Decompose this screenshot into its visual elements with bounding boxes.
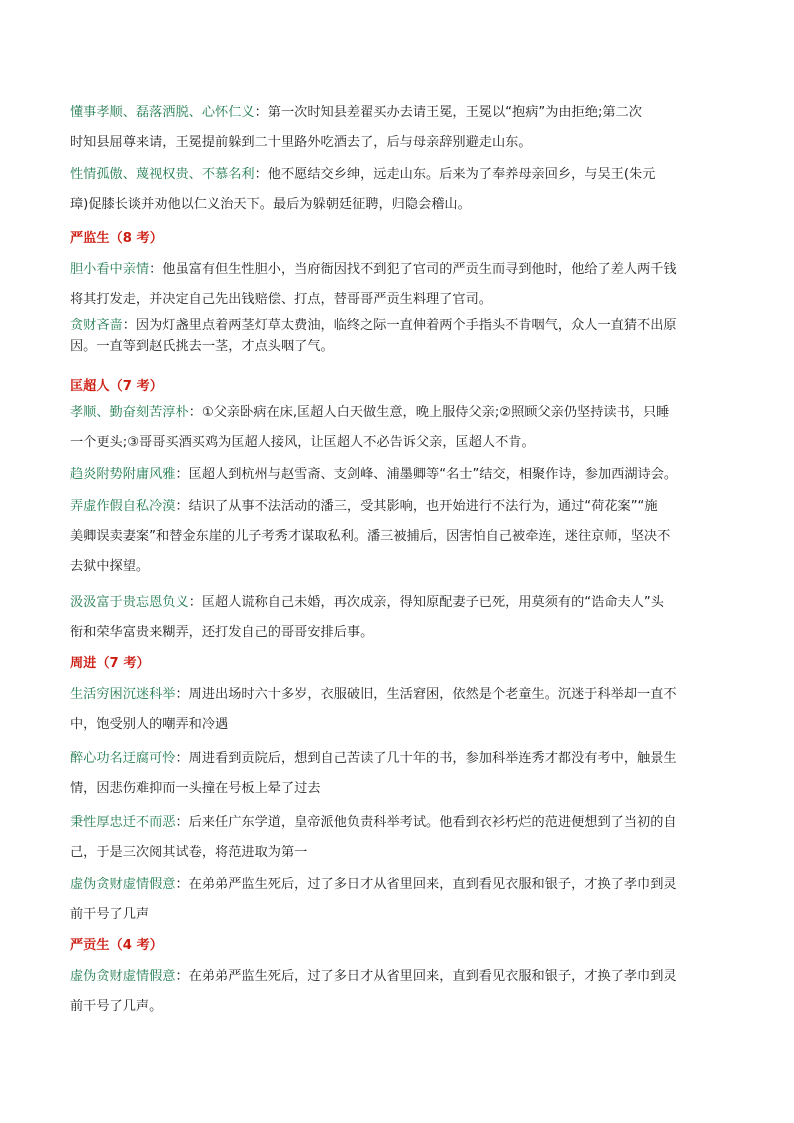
trait-term: 醉心功名迂腐可怜 <box>70 751 176 766</box>
paragraph-line <box>70 434 535 452</box>
paragraph-line <box>70 716 228 734</box>
section-heading: 严监生（8 考） <box>70 231 163 246</box>
paragraph-text: ：因为灯盏里点着两茎灯草太费油，临终之际一直伸着两个手指头不肯咽气，众人一直猜不出原 <box>122 318 677 333</box>
paragraph-text: 将其打发走，并决定自己先出钱赔偿、打点，替哥哥严贡生料理了官司。 <box>70 292 492 307</box>
paragraph-line <box>70 338 334 356</box>
paragraph-text: 去狱中探望。 <box>70 559 150 574</box>
paragraph-text: 己，于是三次阅其试卷，将范进取为第一 <box>70 845 308 860</box>
paragraph-line <box>70 686 677 704</box>
paragraph-line <box>70 594 664 612</box>
paragraph-text: ：后来任广东学道，皇帝派他负责科举考试。他看到衣衫朽烂的范进便想到了当初的自 <box>175 815 677 830</box>
paragraph-text: ：周进出场时六十多岁，衣服破旧，生活窘困，依然是个老童生。沉迷于科举却一直不 <box>175 687 677 702</box>
paragraph-text: 美卿误卖妻案”和替金东崖的儿子考秀才谋取私利。潘三被捕后，因害怕自己被牵连，迷往京师，坚决不 <box>70 529 671 544</box>
paragraph-line <box>70 134 532 152</box>
paragraph-line <box>70 104 642 122</box>
paragraph-line <box>70 291 492 309</box>
paragraph-line <box>70 528 670 546</box>
trait-term: 生活穷困沉迷科举 <box>70 687 176 702</box>
paragraph-line <box>70 998 162 1016</box>
trait-term: 懂事孝顺、磊落洒脱、心怀仁义 <box>70 105 255 120</box>
paragraph-text: 璋)促膝长谈并劝他以仁义治天下。最后为躲朝廷征聘，归隐会稽山。 <box>70 197 471 212</box>
trait-term: 秉性厚忠迁不而恶 <box>70 815 176 830</box>
paragraph-text: 中，饱受别人的嘲弄和冷遇 <box>70 717 229 732</box>
section-heading: 周进（7 考） <box>70 656 150 671</box>
paragraph-line <box>70 498 658 516</box>
paragraph-line <box>70 317 677 335</box>
trait-term: 汲汲富于贵忘恩负义 <box>70 595 189 610</box>
paragraph-line <box>70 558 149 576</box>
trait-term: 胆小看中亲情 <box>70 262 150 277</box>
paragraph-line <box>70 261 677 279</box>
trait-term: 趋炎附势附庸风雅 <box>70 467 176 482</box>
paragraph-text: ：匡超人到杭州与赵雪斋、支剑峰、浦墨卿等“名士”结交，相聚作诗，参加西湖诗会。 <box>175 467 678 482</box>
paragraph-text: 前干号了几声。 <box>70 999 163 1014</box>
paragraph-line <box>70 844 307 862</box>
paragraph-text: ：第一次时知县差翟买办去请王冕，王冕以“抱病”为由拒绝;第二次 <box>254 105 642 120</box>
paragraph-line <box>70 906 149 924</box>
paragraph-line <box>70 780 321 798</box>
paragraph-line <box>70 814 677 832</box>
paragraph-line <box>70 624 373 642</box>
paragraph-text: ：在弟弟严监生死后，过了多日才从省里回来，直到看见衣服和银子，才换了孝巾到灵 <box>175 969 677 984</box>
paragraph-text: ：他虽富有但生性胆小，当府衙因找不到犯了官司的严贡生而寻到他时，他给了差人两千钱 <box>149 262 677 277</box>
trait-term: 性情孤傲、蔑视权贵、不慕名利 <box>70 167 255 182</box>
paragraph-text: 衔和荣华富贵来糊弄，还打发自己的哥哥安排后事。 <box>70 625 374 640</box>
paragraph-line <box>70 750 677 768</box>
paragraph-line <box>70 968 677 986</box>
paragraph-line <box>70 876 677 894</box>
section-heading: 匡超人（7 考） <box>70 379 163 394</box>
paragraph-text: 情，因悲伤难抑而一头撞在号板上晕了过去 <box>70 781 321 796</box>
paragraph-line <box>70 166 655 184</box>
paragraph-line <box>70 404 669 422</box>
paragraph-text: ：结识了从事不法活动的潘三，受其影响，也开始进行不法行为，通过“荷花案”“施 <box>175 499 658 514</box>
paragraph-text: ：匡超人谎称自己未婚，再次成亲，得知原配妻子已死，用莫须有的“诰命夫人”头 <box>188 595 664 610</box>
paragraph-line <box>70 466 677 484</box>
trait-term: 虚伪贪财虚情假意 <box>70 877 176 892</box>
paragraph-text: ：在弟弟严监生死后，过了多日才从省里回来，直到看见衣服和银子，才换了孝巾到灵 <box>175 877 677 892</box>
paragraph-text: 时知县屈尊来请，王冕提前躲到二十里路外吃酒去了，后与母亲辞别避走山东。 <box>70 135 532 150</box>
trait-term: 弄虚作假自私冷漠 <box>70 499 176 514</box>
section-heading: 严贡生（4 考） <box>70 938 163 953</box>
trait-term: 贪财吝啬 <box>70 318 123 333</box>
trait-term: 孝顺、勤奋刻苦淳朴 <box>70 405 189 420</box>
paragraph-text: ：他不愿结交乡绅，远走山东。后来为了奉养母亲回乡，与吴王(朱元 <box>254 167 656 182</box>
paragraph-text: ：周进看到贡院后，想到自己苦读了几十年的书，参加科举连秀才都没有考中，触景生 <box>175 751 677 766</box>
paragraph-text: 前干号了几声 <box>70 907 150 922</box>
paragraph-text: 一个更头;③哥哥买酒买鸡为匡超人接风，让匡超人不必告诉父亲，匡超人不肯。 <box>70 435 535 450</box>
trait-term: 虚伪贪财虚情假意 <box>70 969 176 984</box>
paragraph-line <box>70 196 471 214</box>
paragraph-text: ：①父亲卧病在床,匡超人白天做生意，晚上服侍父亲;②照顾父亲仍坚持读书，只睡 <box>188 405 670 420</box>
paragraph-text: 因。一直等到赵氏挑去一茎，才点头咽了气。 <box>70 339 334 354</box>
